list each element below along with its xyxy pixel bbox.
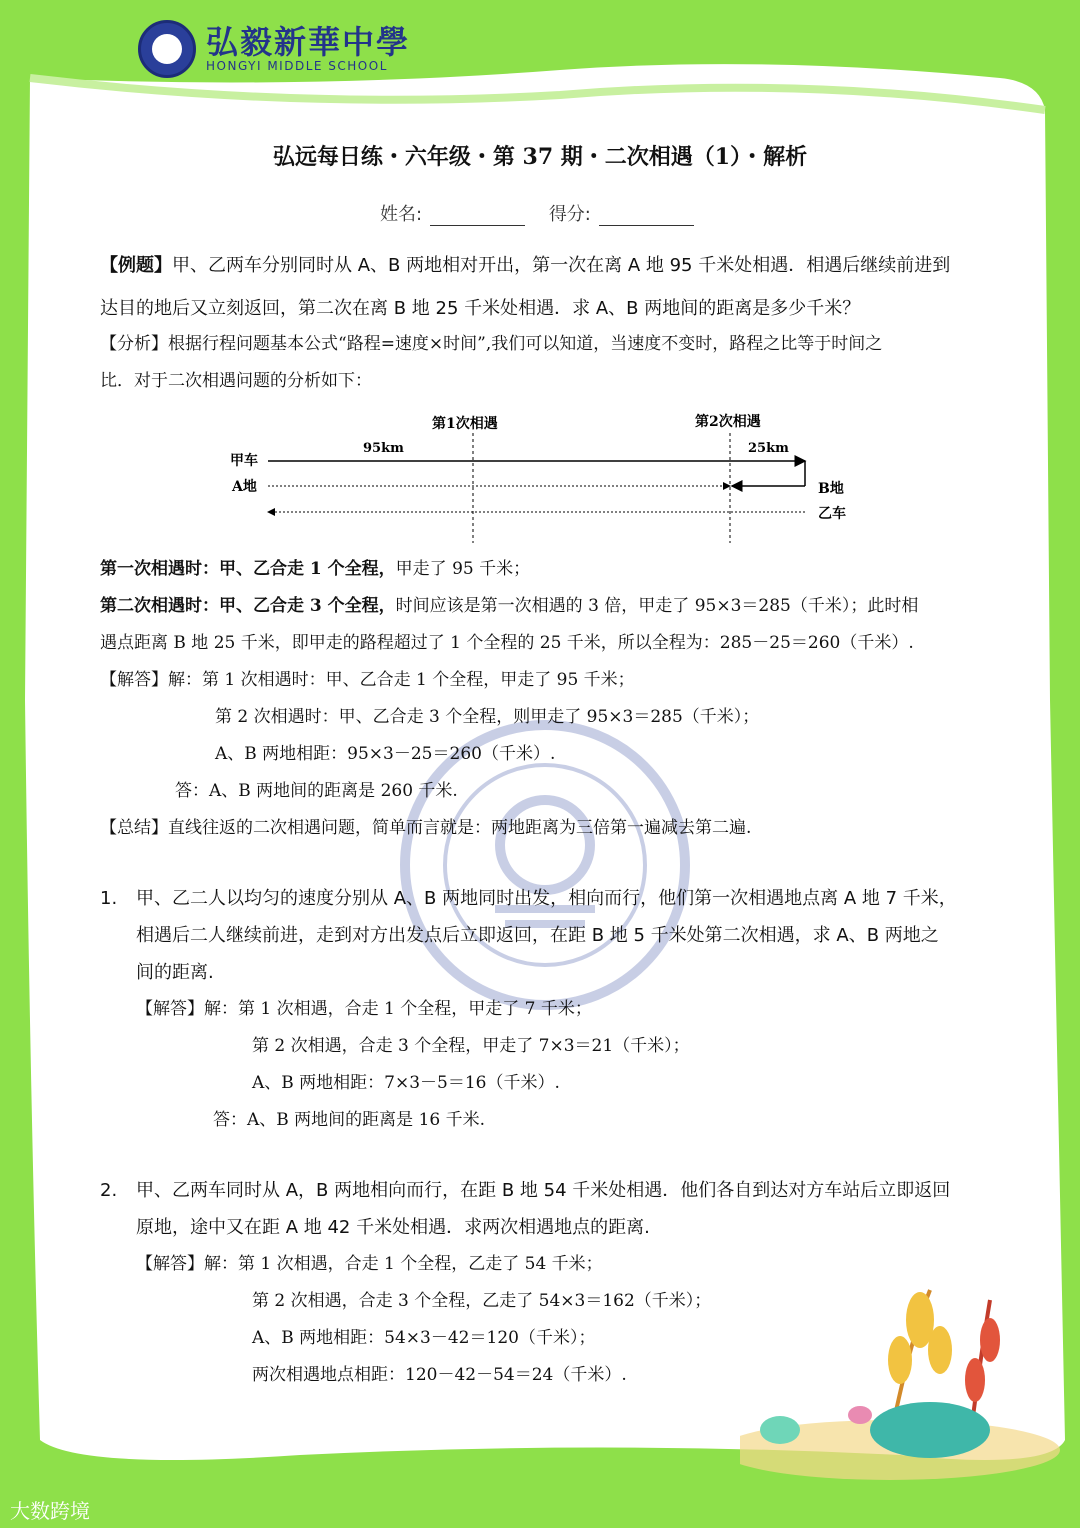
plant-decoration-icon [740,1280,1060,1500]
q1-answer-text-1: 解：第 1 次相遇，合走 1 个全程，甲走了 7 千米； [204,999,592,1019]
answer-line-3: A、B 两地相距：95×3－25＝260（千米）. [215,744,556,764]
p1-bold: 第一次相遇时：甲、乙合走 1 个全程， [100,559,396,579]
p1-line [100,558,990,580]
meet2-label: 第2次相遇 [695,414,761,430]
example-line-2: 达目的地后又立刻返回，第二次在离 B 地 25 千米处相遇．求 A、B 两地间的距离是多少千米？ [100,298,861,319]
name-score-row [380,200,712,226]
example-tag: 【例题】 [100,255,172,276]
school-logo-icon [138,20,196,78]
q2-number: 2. [100,1180,118,1201]
d2-label: 25km [748,441,789,456]
analysis-line-2: 比．对于二次相遇问题的分析如下： [100,371,372,391]
d1-label: 95km [363,441,404,456]
q2-answer-3: A、B 两地相距：54×3－42＝120（千米）； [252,1328,596,1348]
meeting-diagram [220,408,860,548]
p2-line-2: 遇点距离 B 地 25 千米，即甲走的路程超过了 1 个全程的 25 千米，所以全程为：285－25＝260（千米）. [100,633,914,653]
answer-text-1: 解：第 1 次相遇时：甲、乙合走 1 个全程，甲走了 95 千米； [168,670,635,690]
q1-line-1: 甲、乙二人以均匀的速度分别从 A、B 两地同时出发，相向而行，他们第一次相遇地点离 A 地 7 千米， [136,888,957,909]
school-name-cn: 弘毅新華中學 [206,23,411,61]
example-line-1 [100,255,990,277]
place-a-label: A地 [232,479,257,495]
bird-icon [760,1416,800,1444]
analysis-text-1: 根据行程问题基本公式“路程=速度×时间”,我们可以知道，当速度不变时，路程之比等于时间之 [168,334,883,354]
car-b-label: 乙车 [818,506,846,522]
place-b-label: B地 [818,481,844,497]
q2-answer-text-1: 解：第 1 次相遇，合走 1 个全程，乙走了 54 千米； [204,1254,603,1274]
q1-answer-tag: 【解答】 [136,999,204,1019]
summary-line [100,817,990,839]
name-label: 姓名: [380,204,423,225]
analysis-line-1 [100,333,990,355]
analysis-tag: 【分析】 [100,334,168,354]
q1-number: 1. [100,888,118,909]
meet1-label: 第1次相遇 [432,416,498,432]
car-a-label: 甲车 [230,453,258,469]
small-bird-icon [848,1406,872,1424]
p2-bold: 第二次相遇时：甲、乙合走 3 个全程， [100,596,396,616]
q2-line-2: 原地，途中又在距 A 地 42 千米处相遇．求两次相遇地点的距离. [136,1217,650,1238]
p2-line-1 [100,595,990,617]
q1-line-2: 相遇后二人继续前进，走到对方出发点后立即返回，在距 B 地 5 千米处第二次相遇，求 A、B 两地之 [136,925,939,946]
page-title: 弘远每日练・六年级・第 37 期・二次相遇（1）・解析 [272,144,808,170]
summary-tag: 【总结】 [100,818,168,838]
summary-text: 直线往返的二次相遇问题，简单而言就是：两地距离为三倍第一遍减去第二遍. [168,818,752,838]
school-header [138,20,410,78]
answer-tag: 【解答】 [100,670,168,690]
q1-answer-1 [136,998,1026,1020]
q2-line-1: 甲、乙两车同时从 A，B 两地相向而行，在距 B 地 54 千米处相遇．他们各自到达对方车站后立即返回 [136,1180,951,1201]
score-blank[interactable] [599,207,694,226]
answer-line-1 [100,669,990,691]
bottom-watermark: 大数跨境 [10,1499,90,1523]
p2-rest: 时间应该是第一次相遇的 3 倍，甲走了 95×3＝285（千米）；此时相 [395,596,919,616]
answer-line-4: 答：A、B 两地间的距离是 260 千米. [175,781,458,801]
school-name-en: HONGYI MIDDLE SCHOOL [206,59,388,73]
p1-rest: 甲走了 95 千米； [395,559,531,579]
score-label: 得分: [548,204,591,225]
name-blank[interactable] [430,207,525,226]
q2-answer-2: 第 2 次相遇，合走 3 个全程，乙走了 54×3＝162（千米）； [252,1291,712,1311]
example-text-1: 甲、乙两车分别同时从 A、B 两地相对开出，第一次在离 A 地 95 千米处相遇．相遇后继续前进到 [172,255,951,276]
q2-answer-1 [136,1253,1026,1275]
q1-answer-2: 第 2 次相遇，合走 3 个全程，甲走了 7×3＝21（千米）； [252,1036,690,1056]
q2-answer-4: 两次相遇地点相距：120－42－54＝24（千米）. [252,1365,627,1385]
q1-line-3: 间的距离. [136,962,214,983]
q1-answer-3: A、B 两地相距：7×3－5＝16（千米）. [252,1073,560,1093]
q2-answer-tag: 【解答】 [136,1254,204,1274]
q1-answer-4: 答：A、B 两地间的距离是 16 千米. [213,1110,486,1130]
answer-line-2: 第 2 次相遇时：甲、乙合走 3 个全程，则甲走了 95×3＝285（千米）； [215,707,760,727]
